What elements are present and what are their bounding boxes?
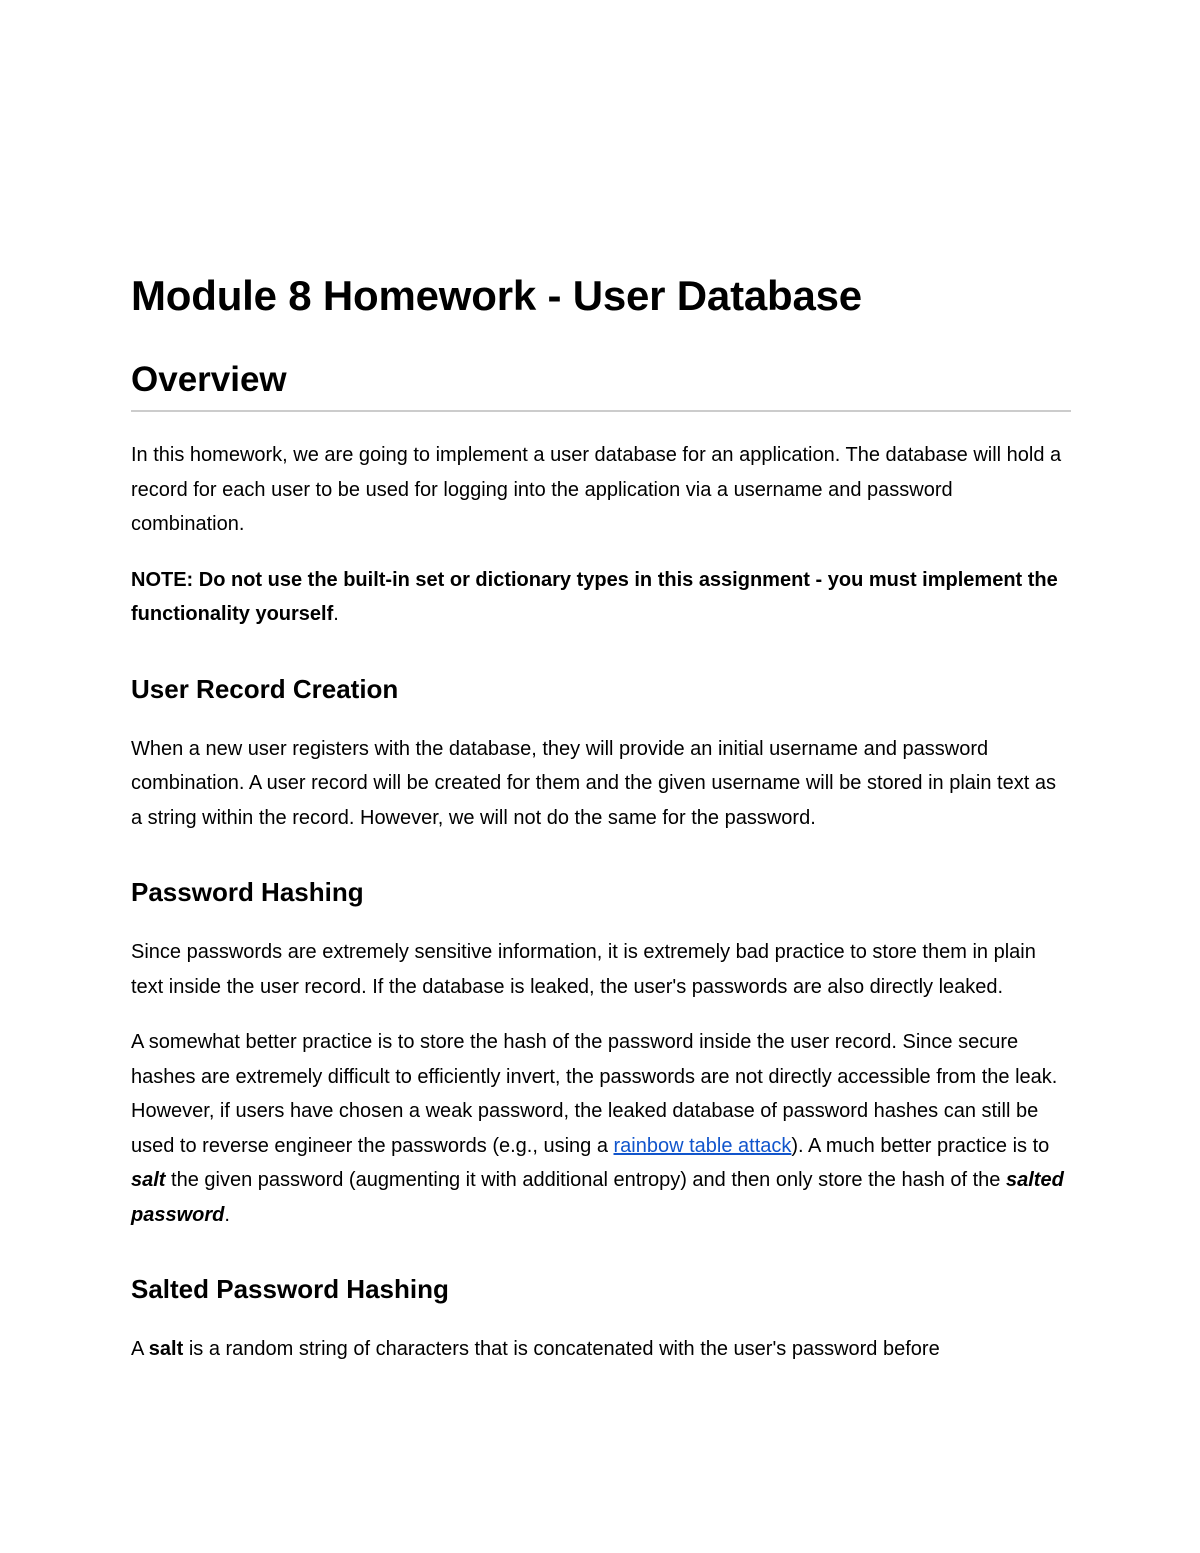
salt-definition-text: is a random string of characters that is concatenated with the user's password before [183, 1338, 940, 1360]
note-bold-text: NOTE: Do not use the built-in set or dictionary types in this assignment - you must implement the functionality yourself [131, 568, 1058, 625]
salt-emphasis: salt [131, 1169, 166, 1191]
document-title: Module 8 Homework - User Database [131, 272, 862, 319]
p2-text-1: A somewhat better practice is to store the hash of the password inside the user record. Since secure hashes are extremely difficult to efficiently invert, the passwords are not directly accessible from the leak. However, if users have chosen a weak password, the leaked database of password hashes can still be used to reverse engineer the passwords (e.g., using a [131, 1031, 1058, 1157]
password-hashing-paragraph-2 [131, 1025, 1071, 1232]
document-page [131, 270, 1071, 1367]
p2-text-3: the given password (augmenting it with additional entropy) and then only store the hash of the [165, 1169, 1006, 1191]
salted-password-hashing-paragraph [131, 1332, 1071, 1367]
salted-password-hashing-heading: Salted Password Hashing [131, 1274, 449, 1304]
overview-intro-paragraph: In this homework, we are going to implement a user database for an application. The database will hold a record for each user to be used for logging into the application via a username and password combination. [131, 444, 1062, 535]
p2-text-2: ). A much better practice is to [791, 1134, 1050, 1157]
password-hashing-heading: Password Hashing [131, 877, 364, 907]
note-tail: . [333, 603, 339, 625]
salted-password-emphasis: salted password [131, 1169, 1064, 1226]
salt-lead: A [131, 1338, 149, 1360]
password-hashing-paragraph-1: Since passwords are extremely sensitive information, it is extremely bad practice to store them in plain text inside the user record. If the database is leaked, the user's passwords are also directly leaked. [131, 941, 1036, 998]
overview-heading: Overview [131, 358, 1071, 412]
salt-term: salt [148, 1338, 184, 1360]
user-record-creation-heading: User Record Creation [131, 673, 399, 704]
p2-text-4: . [224, 1203, 230, 1226]
rainbow-table-attack-link[interactable]: rainbow table attack [613, 1134, 792, 1157]
user-record-creation-paragraph: When a new user registers with the database, they will provide an initial username and password combination. A user record will be created for them and the given username will be stored in plain text as a string within the record. However, we will not do the same for the password. [131, 737, 1056, 829]
note-paragraph [131, 563, 1071, 632]
